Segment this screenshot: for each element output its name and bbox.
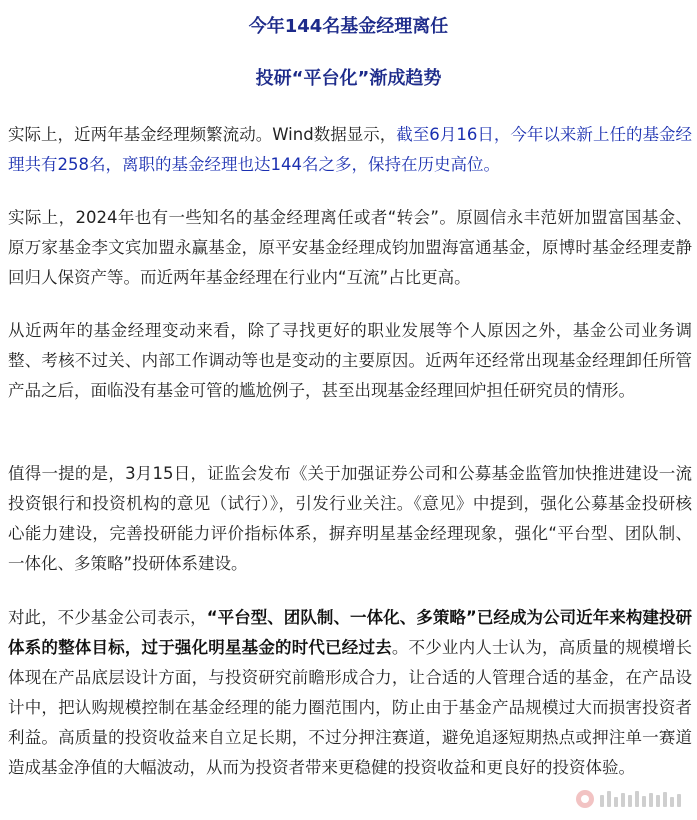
watermark	[572, 788, 685, 810]
paragraph-2: 实际上，2024年也有一些知名的基金经理离任或者“转会”。原圆信永丰范妍加盟富国基金、原万家基金李文宾加盟永赢基金，原平安基金经理成钧加盟海富通基金，原博时基金经理麦静回归人保资产等。而近两年基金经理在行业内“互流”占比更高。	[8, 208, 692, 287]
paragraph-1-text: 实际上，近两年基金经理频繁流动。Wind数据显示，	[8, 125, 397, 144]
paragraph-5-lead: 对此，不少基金公司表示，	[8, 608, 207, 627]
paragraph-3: 从近两年的基金经理变动来看，除了寻找更好的职业发展等个人原因之外，基金公司业务调整、考核不过关、内部工作调动等也是变动的主要原因。近两年还经常出现基金经理卸任所管产品之后，面临没有基金可管的尴尬例子，甚至出现基金经理回炉担任研究员的情形。	[8, 321, 692, 400]
article-title-line-1: 今年144名基金经理离任	[248, 16, 449, 37]
paragraph-5-bold: “平台型、团队制、一体化、多策略”已经成为公司近年来构建投研体系的整体目标，过于强化明星基金的时代已经过去	[8, 608, 693, 657]
article-title-line-2: 投研“平台化”渐成趋势	[255, 68, 442, 89]
paragraph-1	[8, 120, 692, 180]
paragraph-1-highlight: 截至6月16日，今年以来新上任的基金经理共有258名，离职的基金经理也达144名之多，保持在历史高位。	[8, 125, 693, 174]
watermark-logo-icon	[576, 790, 594, 808]
watermark-text-icon	[600, 791, 681, 807]
paragraph-4: 值得一提的是，3月15日，证监会发布《关于加强证券公司和公募基金监管加快推进建设一流投资银行和投资机构的意见（试行）》，引发行业关注。《意见》中提到，强化公募基金投研核心能力建设，完善投研能力评价指标体系，摒弃明星基金经理现象，强化“平台型、团队制、一体化、多策略”投研体系建设。	[8, 464, 692, 573]
paragraph-5	[8, 603, 692, 783]
paragraph-5-rest: 。不少业内人士认为，高质量的规模增长体现在产品底层设计方面，与投资研究前瞻形成合力，让合适的人管理合适的基金，在产品设计中，把认购规模控制在基金经理的能力圈范围内，防止由于基金产品规模过大而损害投资者利益。高质量的投资收益来自立足长期，不过分押注赛道，避免追逐短期热点或押注单一赛道造成基金净值的大幅波动，从而为投资者带来更稳健的投资收益和更良好的投资体验。	[8, 638, 692, 777]
